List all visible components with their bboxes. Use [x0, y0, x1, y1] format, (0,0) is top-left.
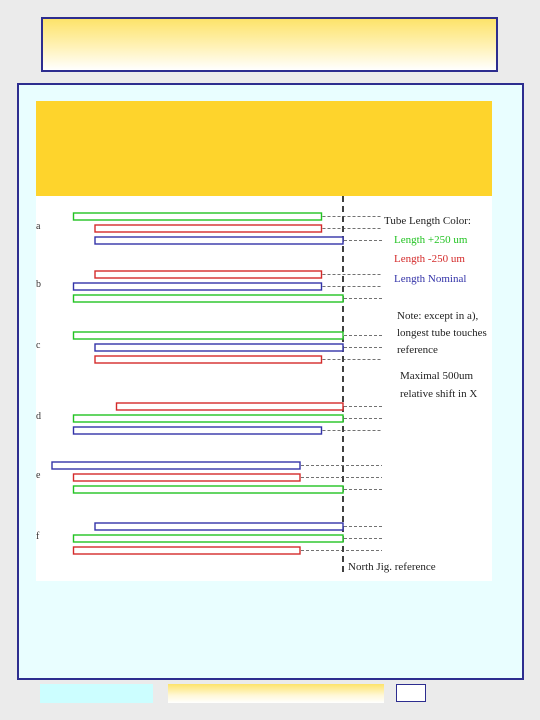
group-label-d: d	[36, 411, 41, 422]
group-label-e: e	[36, 470, 41, 481]
tube-a-plus	[74, 213, 322, 220]
tube-b-plus	[74, 295, 344, 302]
shift-note-line-2: relative shift in X	[400, 388, 478, 400]
legend-heading: Tube Length Color:	[384, 215, 471, 227]
group-label-f: f	[36, 531, 40, 542]
tube-b-minus	[95, 271, 322, 278]
tube-c-plus	[74, 332, 344, 339]
legend-minus-label: Length -250 um	[394, 253, 465, 265]
tube-e-minus	[74, 474, 301, 481]
legend-nominal-label: Length Nominal	[394, 273, 467, 285]
tube-length-diagram	[36, 101, 492, 581]
group-label-c: c	[36, 340, 41, 351]
tube-b-nominal	[74, 283, 322, 290]
tube-d-minus	[117, 403, 344, 410]
note-line-3: reference	[397, 344, 438, 356]
group-label-b: b	[36, 279, 41, 290]
tube-f-nominal	[95, 523, 343, 530]
tube-f-minus	[74, 547, 301, 554]
legend-plus-label: Length +250 um	[394, 234, 468, 246]
diagram-canvas	[36, 101, 492, 581]
tube-a-nominal	[95, 237, 343, 244]
shift-note-line-1: Maximal 500um	[400, 370, 474, 382]
footer-left-box	[40, 684, 153, 703]
tube-d-plus	[74, 415, 344, 422]
note-line-1: Note: except in a),	[397, 310, 479, 322]
note-line-2: longest tube touches	[397, 327, 487, 339]
figure-header-band	[36, 101, 492, 196]
tube-c-minus	[95, 356, 322, 363]
tube-e-nominal	[52, 462, 300, 469]
tube-f-plus	[74, 535, 344, 542]
tube-d-nominal	[74, 427, 322, 434]
tube-c-nominal	[95, 344, 343, 351]
reference-label: North Jig. reference	[348, 561, 436, 573]
group-label-a: a	[36, 221, 41, 232]
tube-a-minus	[95, 225, 322, 232]
footer-page-box	[396, 684, 426, 702]
tube-e-plus	[74, 486, 344, 493]
footer-center-band	[168, 684, 384, 703]
slide-title-bar	[41, 17, 498, 72]
